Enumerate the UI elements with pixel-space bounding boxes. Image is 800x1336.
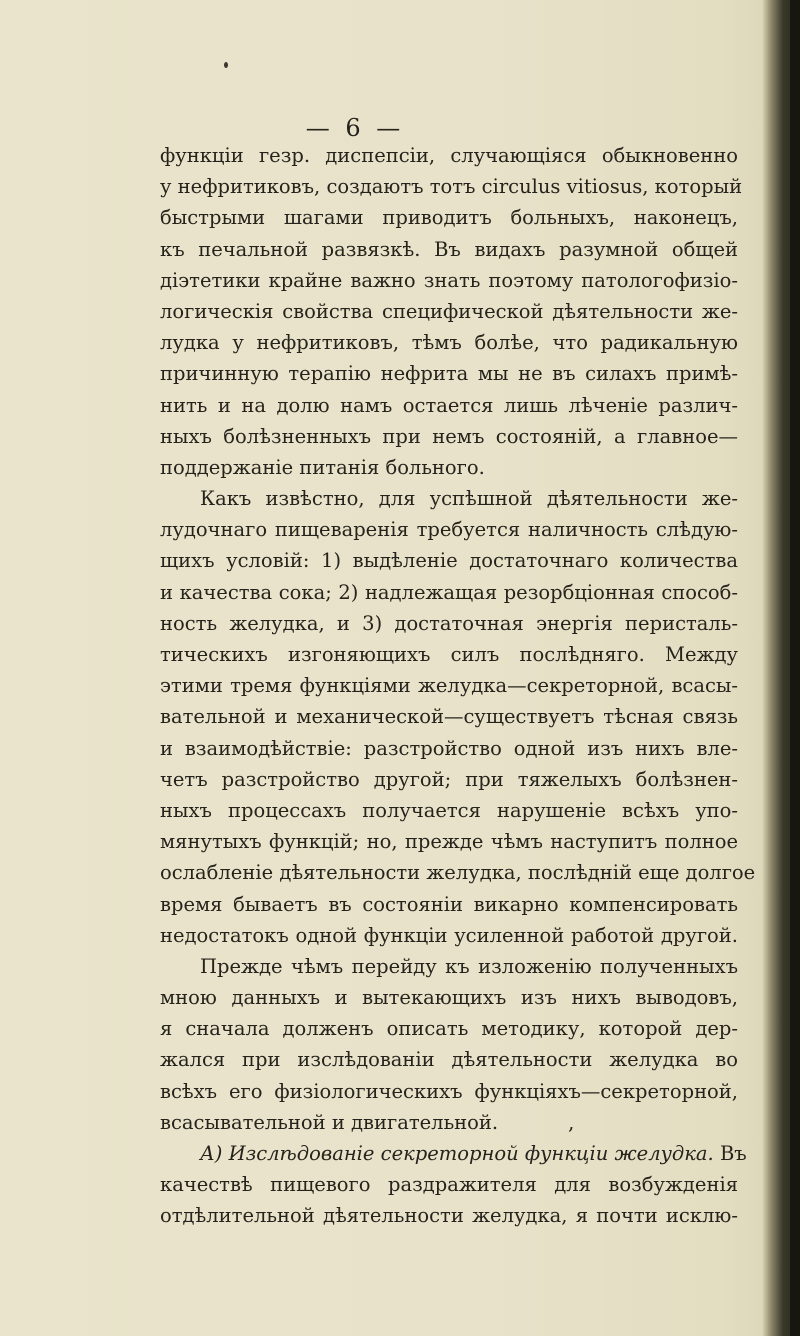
ink-speck: [224, 62, 228, 68]
text-line: отдѣлительной дѣятельности желудка, я почти исклю-: [160, 1204, 738, 1228]
text-line: къ печальной развязкѣ. Въ видахъ разумной общей: [160, 237, 738, 261]
text-line: лудочнаго пищеваренія требуется наличность слѣдую-: [160, 518, 738, 542]
text-line: этими тремя функціями желудка—секреторной, всасы-: [160, 674, 738, 698]
text-line: щихъ условій: 1) выдѣленіе достаточнаго количества: [160, 549, 738, 573]
body-text: [160, 140, 756, 1232]
stray-mark: ,: [568, 1110, 575, 1134]
text-line: у нефритиковъ, создаютъ тотъ circulus vitiosus, который: [160, 175, 743, 199]
book-spine-edge: [790, 0, 800, 1336]
section-heading-continuation: Въ: [719, 1142, 747, 1165]
text-line: я сначала долженъ описать методику, которой дер-: [160, 1017, 738, 1041]
text-line: ныхъ процессахъ получается нарушеніе всѣхъ упо-: [160, 798, 738, 822]
text-line: ность желудка, и 3) достаточная энергія перисталь-: [160, 611, 738, 635]
text-line: и взаимодѣйствіе: разстройство одной изъ нихъ вле-: [160, 736, 738, 760]
text-line-content: всасывательной и двигательной.: [160, 1110, 499, 1134]
text-line: четъ разстройство другой; при тяжелыхъ болѣзнен-: [160, 767, 738, 791]
text-line: функціи гезр. диспепсіи, случающіяся обыкновенно: [160, 144, 738, 167]
text-line: лудка у нефритиковъ, тѣмъ болѣе, что радикальную: [160, 331, 738, 355]
text-line: качествѣ пищевого раздражителя для возбужденія: [160, 1173, 738, 1197]
text-line: ослабленіе дѣятельности желудка, послѣдній еще долгое: [160, 861, 756, 885]
text-line: діэтетики крайне важно знать поэтому патологофизіо-: [160, 268, 738, 292]
text-line: логическія свойства специфической дѣятельности же-: [160, 299, 738, 323]
text-line: вательной и механической—существуетъ тѣсная связь: [160, 705, 738, 729]
text-line: мянутыхъ функцій; но, прежде чѣмъ наступитъ полное: [160, 830, 738, 854]
text-line: всѣхъ его физіологическихъ функціяхъ—секреторной,: [160, 1079, 738, 1103]
text-line: Какъ извѣстно, для успѣшной дѣятельности же-: [200, 487, 738, 511]
text-line: причинную терапію нефрита мы не въ силахъ примѣ-: [160, 362, 738, 386]
text-line: [160, 1107, 738, 1138]
text-line: тическихъ изгоняющихъ силъ послѣдняго. Между: [160, 643, 738, 666]
text-line: мною данныхъ и вытекающихъ изъ нихъ выводовъ,: [160, 986, 738, 1010]
text-line: поддержаніе питанія больного.: [160, 455, 485, 479]
page-number: — 6 —: [305, 114, 405, 142]
text-line: нить и на долю намъ остается лишь лѣченіе различ-: [160, 393, 738, 417]
text-line: и качества сока; 2) надлежащая резорбціонная способ-: [160, 580, 738, 604]
text-line: быстрыми шагами приводитъ больныхъ, наконецъ,: [160, 206, 738, 230]
text-line: недостатокъ одной функціи усиленной работой другой.: [160, 923, 738, 947]
text-line: время бываетъ въ состояніи викарно компенсировать: [160, 892, 738, 916]
section-heading-line: [160, 1138, 747, 1169]
section-heading: А) Изслѣдованіе секреторной функціи желудка.: [200, 1142, 714, 1165]
text-line: жался при изслѣдованіи дѣятельности желудка во: [160, 1048, 738, 1072]
text-line: Прежде чѣмъ перейду къ изложенію полученныхъ: [200, 954, 738, 978]
text-line: ныхъ болѣзненныхъ при немъ состояній, а главное—: [160, 424, 738, 448]
